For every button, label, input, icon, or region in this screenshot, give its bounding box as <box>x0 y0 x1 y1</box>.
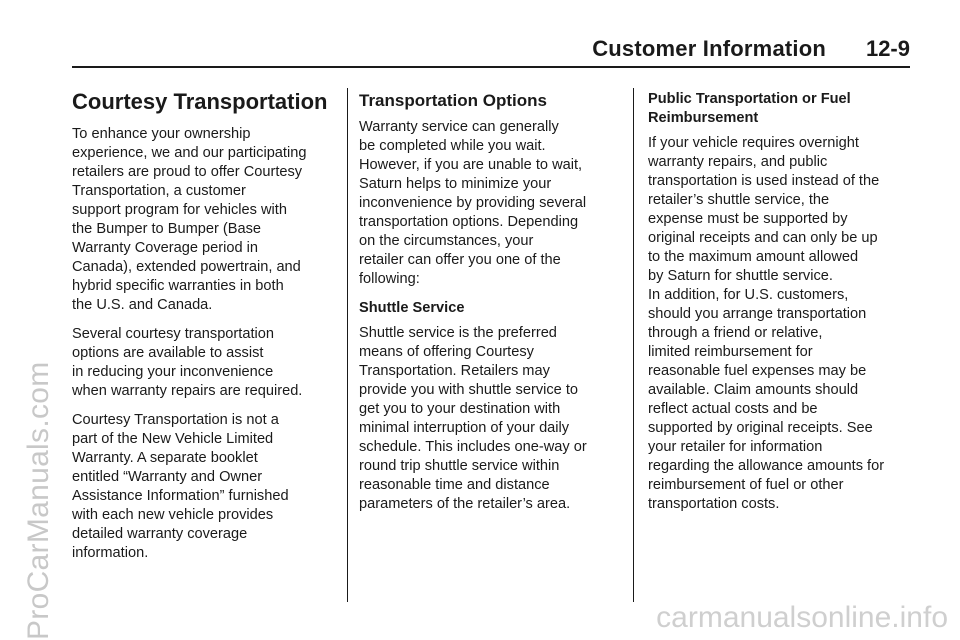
text-line: part of the New Vehicle Limited <box>72 431 274 447</box>
text-line: your retailer for information <box>648 439 823 455</box>
column-divider-2 <box>633 88 634 602</box>
text-line: transportation options. Depending <box>359 214 579 230</box>
text-line: schedule. This includes one-way or <box>359 439 587 455</box>
column-divider-1 <box>347 88 348 602</box>
column-1 <box>72 88 340 573</box>
text-line: original receipts and can only be up <box>648 230 878 246</box>
text-line: Public Transportation or Fuel <box>648 91 851 107</box>
text-line: regarding the allowance amounts for <box>648 458 885 474</box>
text-line: to the maximum amount allowed <box>648 249 859 265</box>
text-line: supported by original receipts. See <box>648 420 873 436</box>
text-line: when warranty repairs are required. <box>72 383 303 399</box>
text-line: through a friend or relative, <box>648 325 823 341</box>
text-line: get you to your destination with <box>359 401 561 417</box>
text-line: round trip shuttle service within <box>359 458 560 474</box>
text-line: detailed warranty coverage <box>72 526 248 542</box>
paragraph <box>72 411 340 563</box>
text-line: reflect actual costs and be <box>648 401 818 417</box>
text-line: Saturn helps to minimize your <box>359 176 552 192</box>
subhead-public-transportation <box>648 90 910 128</box>
text-line: However, if you are unable to wait, <box>359 157 583 173</box>
header-title: Customer Information <box>592 36 826 61</box>
text-line: means of offering Courtesy <box>359 344 534 360</box>
text-line: expense must be supported by <box>648 211 848 227</box>
text-line: available. Claim amounts should <box>648 382 859 398</box>
text-line: Reimbursement <box>648 110 759 126</box>
text-line: Shuttle service is the preferred <box>359 325 557 341</box>
page-number: 12-9 <box>865 36 910 61</box>
text-line: with each new vehicle provides <box>72 507 274 523</box>
text-line: Warranty service can generally <box>359 119 559 135</box>
text-line: experience, we and our participating <box>72 145 307 161</box>
text-line: should you arrange transportation <box>648 306 867 322</box>
side-watermark: ProCarManuals.com <box>22 361 55 640</box>
text-line: retailers are proud to offer Courtesy <box>72 164 303 180</box>
paragraph <box>359 324 627 514</box>
text-line: To enhance your ownership <box>72 126 251 142</box>
text-line: minimal interruption of your daily <box>359 420 570 436</box>
text-line: following: <box>359 271 420 287</box>
text-line: Several courtesy transportation <box>72 326 274 342</box>
text-line: be completed while you wait. <box>359 138 546 154</box>
text-line: Warranty Coverage period in <box>72 240 259 256</box>
text-line: Assistance Information” furnished <box>72 488 289 504</box>
text-line: the Bumper to Bumper (Base <box>72 221 261 237</box>
page-header <box>72 36 910 68</box>
section-title-courtesy: Courtesy Transportation <box>72 89 328 114</box>
bottom-watermark: carmanualsonline.info <box>656 601 948 634</box>
text-line: provide you with shuttle service to <box>359 382 579 398</box>
column-2 <box>359 90 627 524</box>
text-line: entitled “Warranty and Owner <box>72 469 263 485</box>
text-line: Courtesy Transportation is not a <box>72 412 279 428</box>
text-line: on the circumstances, your <box>359 233 534 249</box>
text-line: reimbursement of fuel or other <box>648 477 844 493</box>
paragraph <box>72 325 340 401</box>
paragraph <box>72 125 340 315</box>
column-3 <box>648 90 910 524</box>
text-line: parameters of the retailer’s area. <box>359 496 571 512</box>
text-line: warranty repairs, and public <box>648 154 828 170</box>
text-line: the U.S. and Canada. <box>72 297 213 313</box>
text-line: reasonable fuel expenses may be <box>648 363 867 379</box>
text-line: by Saturn for shuttle service. <box>648 268 833 284</box>
text-line: retailer’s shuttle service, the <box>648 192 830 208</box>
section-title-options: Transportation Options <box>359 91 547 110</box>
subhead-shuttle-service: Shuttle Service <box>359 300 465 316</box>
paragraph <box>359 118 627 289</box>
text-line: Canada), extended powertrain, and <box>72 259 301 275</box>
text-line: limited reimbursement for <box>648 344 813 360</box>
text-line: transportation is used instead of the <box>648 173 880 189</box>
text-line: in reducing your inconvenience <box>72 364 274 380</box>
text-line: If your vehicle requires overnight <box>648 135 859 151</box>
text-line: information. <box>72 545 149 561</box>
text-line: reasonable time and distance <box>359 477 550 493</box>
text-line: Warranty. A separate booklet <box>72 450 258 466</box>
text-line: retailer can offer you one of the <box>359 252 561 268</box>
paragraph <box>648 134 910 514</box>
text-line: transportation costs. <box>648 496 780 512</box>
text-line: hybrid specific warranties in both <box>72 278 284 294</box>
text-line: In addition, for U.S. customers, <box>648 287 849 303</box>
text-line: Transportation. Retailers may <box>359 363 550 379</box>
text-line: options are available to assist <box>72 345 264 361</box>
text-line: Transportation, a customer <box>72 183 246 199</box>
text-line: support program for vehicles with <box>72 202 287 218</box>
text-line: inconvenience by providing several <box>359 195 587 211</box>
